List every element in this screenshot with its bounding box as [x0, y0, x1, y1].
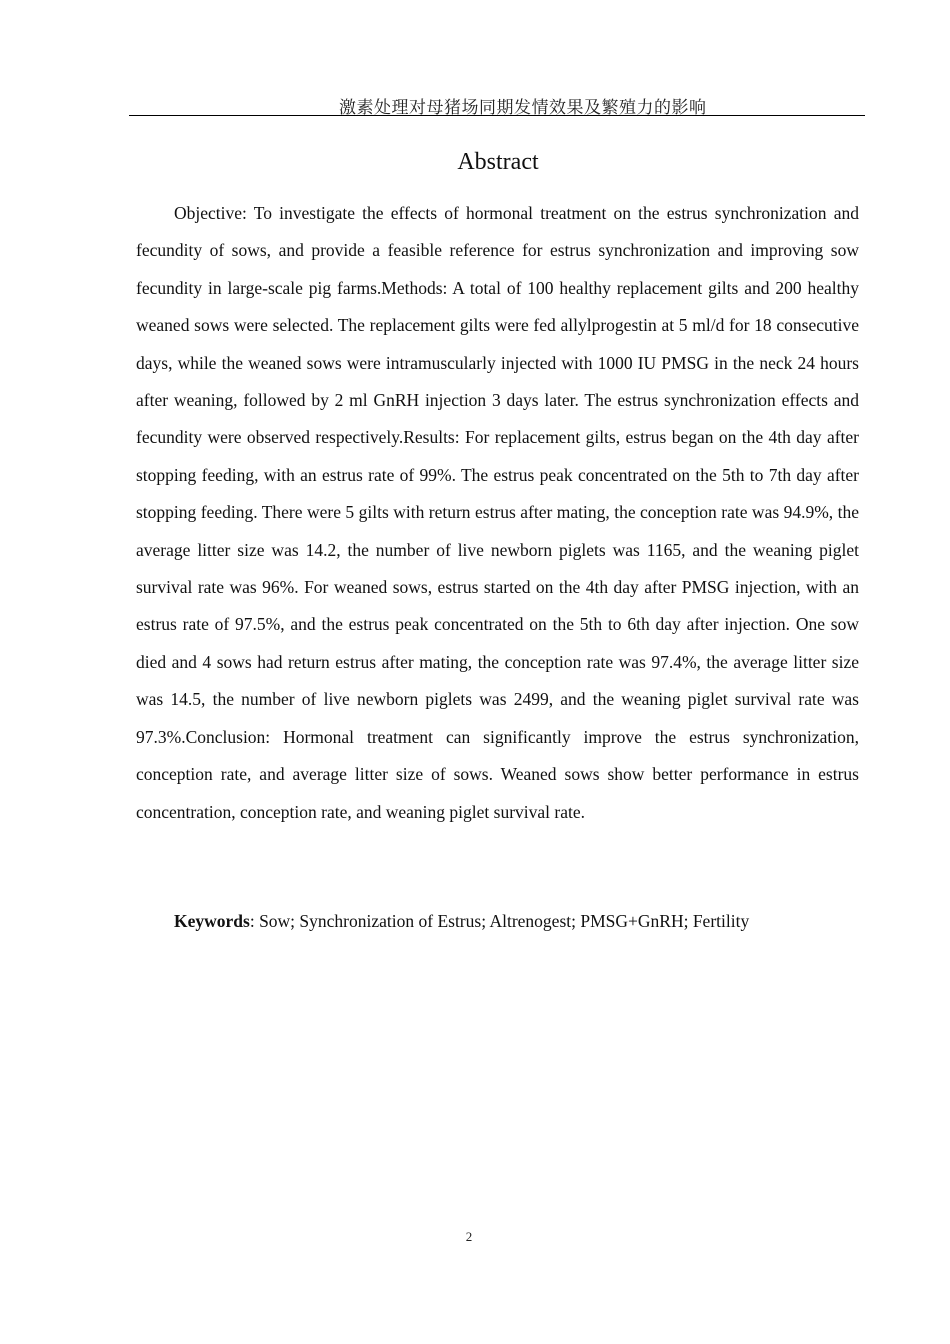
keywords-text: : Sow; Synchronization of Estrus; Altrenogest; PMSG+GnRH; Fertility [249, 911, 750, 931]
running-header [129, 90, 865, 116]
keywords-label: Keywords [174, 911, 250, 931]
abstract-heading: Abstract [457, 149, 539, 175]
keywords-line [136, 903, 859, 940]
page-number: 2 [465, 1229, 473, 1244]
abstract-paragraph: Objective: To investigate the effects of hormonal treatment on the estrus synchronization and fecundity of sows, and provide a feasible reference for estrus synchronization and improving sow fecundity in large-scale pig farms.Methods: A total of 100 healthy replacement gilts and 200 healthy weaned sows were selected. The replacement gilts were fed allylprogestin at 5 ml/d for 18 consecutive days, while the weaned sows were intramuscularly injected with 1000 IU PMSG in the neck 24 hours after weaning, followed by 2 ml GnRH injection 3 days later. The estrus synchronization effects and fecundity were observed respectively.Results: For replacement gilts, estrus began on the 4th day after stopping feeding, with an estrus rate of 99%. The estrus peak concentrated on the 5th to 7th day after stopping feeding. There were 5 gilts with return estrus after mating, the conception rate was 94.9%, the average litter size was 14.2, the number of live newborn piglets was 1165, and the weaning piglet survival rate was 96%. For weaned sows, estrus started on the 4th day after PMSG injection, with an estrus rate of 97.5%, and the estrus peak concentrated on the 5th to 6th day after injection. One sow died and 4 sows had return estrus after mating, the conception rate was 97.4%, the average litter size was 14.5, the number of live newborn piglets was 2499, and the weaning piglet survival rate was 97.3%.Conclusion: Hormonal treatment can significantly improve the estrus synchronization, conception rate, and average litter size of sows. Weaned sows show better performance in estrus concentration, conception rate, and weaning piglet survival rate. [136, 203, 859, 822]
running-header-title: 激素处理对母猪场同期发情效果及繁殖力的影响 [339, 98, 707, 118]
